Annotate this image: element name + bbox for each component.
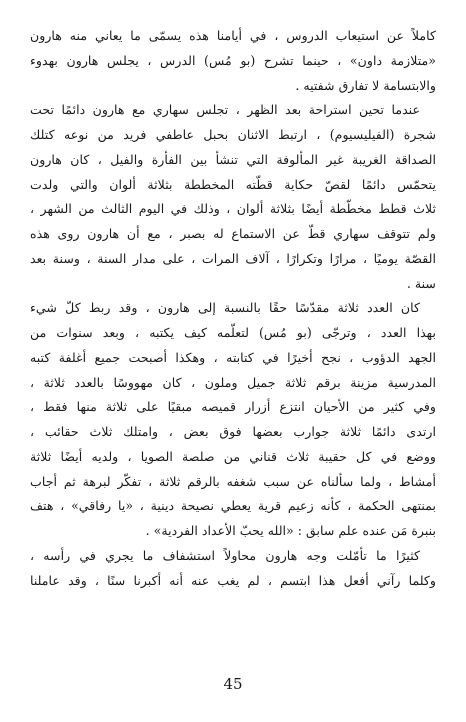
text-line: بمنتهى الحكمة ، كأنه زعيم قرية يعطي نصيحة دينية ، «يا رفاقي» ، هتف bbox=[30, 498, 436, 514]
text-line: وكلما رآني أفعل هذا ابتسم ، لم يغب عنه أنه أكبرنا سنًا ، وقد عاملنا bbox=[30, 572, 436, 588]
text-line: سنة . bbox=[406, 275, 436, 291]
text-line: ولم تتوقف سهاري قطّ عن الاستماع له بصبر ، مع أن هارون روى هذه bbox=[30, 226, 436, 241]
text-line: الصداقة الغريبة غير المألوفة التي تنشأ بين الفأرة والفيل ، كان هارون bbox=[30, 151, 436, 167]
text-line: بهذا العدد ، وترجّى (بو مُس) لتعلّمه كيف يكتبه ، وبعد سنوات من bbox=[30, 325, 436, 340]
paragraph-first-line: عندما تحين استراحة بعد الظهر ، تجلس سهاري مع هارون دائمًا تحت bbox=[30, 102, 420, 118]
text-line: شجرة (الفيليسيوم) ، ارتبط الاثنان بحبل عاطفي فريد من نوعه كتلك bbox=[30, 127, 436, 142]
text-line: الجهد الدؤوب ، نجح أخيرًا في كتابته ، وهكذا أصبحت جميع أغلفة كتبه bbox=[30, 349, 436, 365]
text-line: يتحمّس دائمًا لقصّ حكاية قطّته المخططة بثلاثة ألوان والتي ولدت bbox=[30, 176, 436, 192]
text-line: ثلاث قطط مخطّطة أيضًا بثلاثة ألوان ، وذلك في اليوم الثالث من الشهر ، bbox=[30, 201, 436, 217]
text-line: ارتدى دائمًا ثلاثة جوارب بعضها فوق بعض ، وامتلك ثلاث حقائب ، bbox=[30, 424, 436, 439]
text-line: ووضع في كل حقيبة ثلاث قناني من صلصة الصويا ، ولديه أيضًا ثلاثة bbox=[30, 448, 436, 464]
page-number: 45 bbox=[223, 675, 243, 693]
text-line: بنبرة مَن عنده علم سابق : «الله يحبّ الأعداد الفردية» . bbox=[145, 523, 436, 538]
text-line: والابتسامة لا تفارق شفتيه . bbox=[295, 77, 436, 93]
text-line: أمشاط ، ولما سألناه عن سبب شغفه بالرقم ثلاثة ، تفكّر لبرهة ثم أجاب bbox=[30, 473, 436, 489]
paragraph-first-line: كثيرًا ما تأمّلت وجه هارون محاولاً استشفاف ما يجري في رأسه ، bbox=[30, 547, 420, 563]
text-line: المدرسية مزينة برقم ثلاثة جميل وملون ، كان مهووسًا بالعدد ثلاثة ، bbox=[30, 374, 436, 390]
paragraph-first-line: كان العدد ثلاثة مقدّسًا حقًا بالنسبة إلى هارون ، وقد ربط كلّ شيء bbox=[30, 300, 420, 316]
text-line: وفي كثير من الأحيان انتزع أزرار قميصه مبقيًا على ثلاثة منها فقط ، bbox=[30, 399, 436, 415]
text-line: «متلازمة داون» ، حينما تشرح (بو مُس) الدرس ، يجلس هارون بهدوء bbox=[30, 52, 436, 68]
text-line: كاملاً عن استيعاب الدروس ، في أيامنا هذه يسمّى ما يعاني منه هارون bbox=[30, 28, 436, 43]
text-line: القصّة يوميًا ، مرارًا وتكرارًا ، آلاف المرات ، على مدار السنة ، وسنة بعد bbox=[30, 250, 436, 266]
page-text bbox=[30, 24, 436, 593]
